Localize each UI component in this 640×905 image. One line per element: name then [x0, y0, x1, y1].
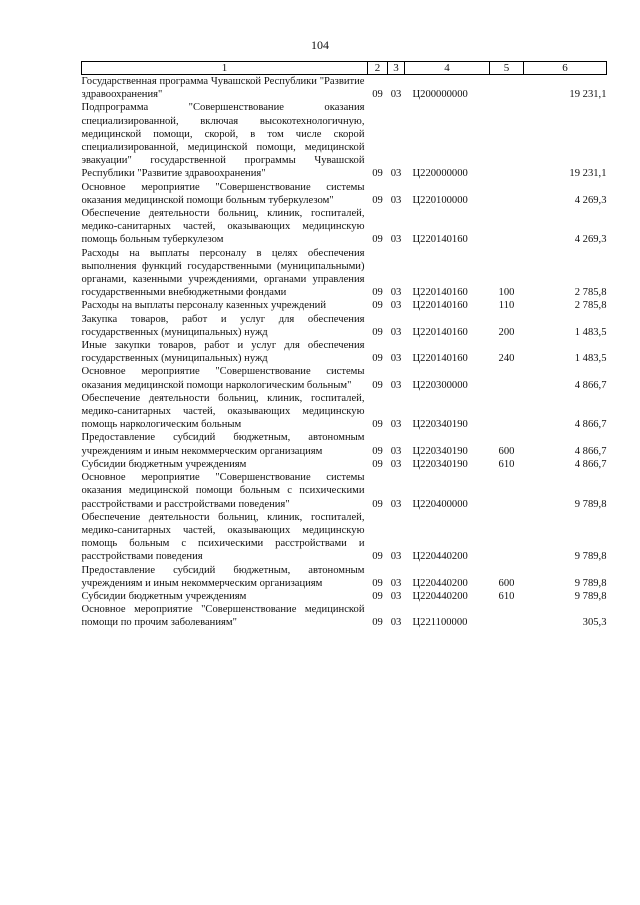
section-code: 09 — [372, 168, 383, 180]
table-row — [82, 299, 607, 312]
target-article-code: Ц220140160 — [412, 300, 468, 312]
table-row — [82, 392, 607, 432]
target-article-code: Ц221100000 — [412, 617, 468, 629]
expense-type-code — [490, 392, 524, 432]
expense-type-code: 240 — [498, 353, 515, 365]
subsection-code: 03 — [390, 498, 402, 510]
section-code: 09 — [372, 590, 383, 602]
target-article-code: Ц220340190 — [412, 458, 468, 470]
expense-type-code: 100 — [498, 287, 515, 299]
subsection-code: 03 — [390, 458, 402, 470]
section-code: 09 — [372, 458, 383, 470]
table-row — [82, 471, 607, 511]
subsection-code: 03 — [390, 577, 402, 589]
target-article-code: Ц220140160 — [412, 326, 468, 338]
section-code: 09 — [372, 577, 383, 589]
subsection-code: 03 — [390, 379, 402, 391]
expense-type-code — [490, 603, 524, 629]
table-header-row — [82, 62, 607, 75]
table-row — [82, 313, 607, 339]
amount: 2 785,8 — [574, 300, 607, 312]
column-header: 2 — [368, 62, 388, 75]
row-description: Субсидии бюджетным учреждениям — [81, 458, 247, 470]
expense-type-code: 610 — [498, 590, 515, 602]
column-header: 1 — [82, 62, 368, 75]
amount: 9 789,8 — [574, 577, 607, 589]
table-row — [82, 458, 607, 471]
expense-type-code — [490, 511, 524, 564]
table-row — [82, 511, 607, 564]
row-description: Обеспечение деятельности больниц, клиник, госпиталей, медико-санитарных частей, оказывающих медицинскую помощь больным с психическими расстройствами и расстройствами поведения — [81, 511, 365, 563]
subsection-code: 03 — [390, 419, 402, 431]
table-row — [82, 75, 607, 102]
row-description: Основное мероприятие "Совершенствование медицинской помощи по прочим заболеваниям" — [81, 604, 365, 629]
section-code: 09 — [372, 379, 383, 391]
table-row — [82, 431, 607, 457]
subsection-code: 03 — [390, 194, 402, 206]
amount: 4 866,7 — [574, 445, 607, 457]
subsection-code: 03 — [390, 234, 402, 246]
expense-type-code: 610 — [498, 458, 515, 470]
section-code: 09 — [372, 234, 383, 246]
row-description: Субсидии бюджетным учреждениям — [81, 590, 247, 602]
target-article-code: Ц220140160 — [412, 353, 468, 365]
section-code: 09 — [372, 89, 383, 101]
table-row — [82, 101, 607, 180]
column-header: 3 — [388, 62, 405, 75]
expense-type-code: 110 — [498, 300, 515, 312]
target-article-code: Ц220300000 — [412, 379, 468, 391]
table-row — [82, 603, 607, 629]
section-code: 09 — [372, 353, 383, 365]
expense-type-code: 200 — [498, 326, 515, 338]
section-code: 09 — [372, 419, 383, 431]
target-article-code: Ц220440200 — [412, 590, 468, 602]
target-article-code: Ц220340190 — [412, 445, 468, 457]
amount: 1 483,5 — [574, 353, 607, 365]
subsection-code: 03 — [390, 353, 402, 365]
amount: 4 866,7 — [574, 458, 607, 470]
subsection-code: 03 — [390, 326, 402, 338]
expense-type-code — [490, 181, 524, 207]
amount: 2 785,8 — [574, 287, 607, 299]
page-number: 104 — [311, 38, 329, 52]
row-description: Расходы на выплаты персоналу в целях обеспечения выполнения функций государственными (муниципальными) органами, казенными учреждениями, органами управления государственными внебюджетными фондами — [81, 247, 365, 299]
row-description: Закупка товаров, работ и услуг для обеспечения государственных (муниципальных) нужд — [81, 313, 365, 338]
subsection-code: 03 — [390, 300, 402, 312]
row-description: Основное мероприятие "Совершенствование системы оказания медицинской помощи больным с психическими расстройствами и расстройствами поведения" — [81, 472, 365, 510]
expense-type-code — [490, 207, 524, 247]
table-row — [82, 590, 607, 603]
section-code: 09 — [372, 287, 383, 299]
section-code: 09 — [372, 445, 383, 457]
expense-type-code: 600 — [498, 577, 515, 589]
amount: 9 789,8 — [574, 551, 607, 563]
subsection-code: 03 — [390, 287, 402, 299]
row-description: Подпрограмма "Совершенствование оказания специализированной, включая высокотехнологичную, медицинской помощи, скорой, в том числе скорой специализированной, медицинской помощи, медицинской эвакуации" государственной программы Чувашской Республики "Развитие здравоохранения" — [81, 102, 365, 180]
row-description: Основное мероприятие "Совершенствование системы оказания медицинской помощи наркологическим больным" — [81, 366, 365, 391]
expense-type-code — [490, 75, 524, 102]
amount: 9 789,8 — [574, 590, 607, 602]
amount: 305,3 — [582, 617, 607, 629]
target-article-code: Ц220340190 — [412, 419, 468, 431]
row-description: Обеспечение деятельности больниц, клиник, госпиталей, медико-санитарных частей, оказывающих медицинскую помощь больным туберкулезом — [81, 208, 365, 246]
amount: 9 789,8 — [574, 498, 607, 510]
subsection-code: 03 — [390, 168, 402, 180]
table-row — [82, 564, 607, 590]
column-header: 5 — [490, 62, 524, 75]
row-description: Расходы на выплаты персоналу казенных учреждений — [81, 300, 326, 312]
target-article-code: Ц220440200 — [412, 577, 468, 589]
section-code: 09 — [372, 300, 383, 312]
row-description: Предоставление субсидий бюджетным, автономным учреждениям и иным некоммерческим организациям — [81, 564, 365, 589]
amount: 4 269,3 — [574, 234, 607, 246]
subsection-code: 03 — [390, 445, 402, 457]
row-description: Обеспечение деятельности больниц, клиник, госпиталей, медико-санитарных частей, оказывающих медицинскую помощь наркологическим больным — [81, 392, 365, 431]
target-article-code: Ц220000000 — [412, 168, 468, 180]
amount: 4 269,3 — [574, 194, 607, 206]
row-description: Государственная программа Чувашской Республики "Развитие здравоохранения" — [81, 76, 365, 101]
target-article-code: Ц220400000 — [412, 498, 468, 510]
amount: 19 231,1 — [569, 89, 607, 101]
expense-type-code — [490, 471, 524, 511]
target-article-code: Ц200000000 — [412, 89, 468, 101]
column-header: 4 — [405, 62, 490, 75]
section-code: 09 — [372, 326, 383, 338]
row-description: Иные закупки товаров, работ и услуг для обеспечения государственных (муниципальных) нужд — [81, 340, 365, 365]
table-row — [82, 181, 607, 207]
section-code: 09 — [372, 617, 383, 629]
subsection-code: 03 — [390, 590, 402, 602]
amount: 4 866,7 — [574, 419, 607, 431]
section-code: 09 — [372, 551, 383, 563]
budget-table — [81, 61, 607, 630]
amount: 4 866,7 — [574, 379, 607, 391]
row-description: Основное мероприятие "Совершенствование системы оказания медицинской помощи больным туберкулезом" — [81, 181, 365, 206]
target-article-code: Ц220100000 — [412, 194, 468, 206]
section-code: 09 — [372, 498, 383, 510]
expense-type-code: 600 — [498, 445, 515, 457]
target-article-code: Ц220140160 — [412, 287, 468, 299]
expense-type-code — [490, 365, 524, 391]
table-row — [82, 247, 607, 300]
subsection-code: 03 — [390, 89, 402, 101]
subsection-code: 03 — [390, 617, 402, 629]
amount: 19 231,1 — [569, 168, 607, 180]
subsection-code: 03 — [390, 551, 402, 563]
table-row — [82, 207, 607, 247]
table-row — [82, 365, 607, 391]
target-article-code: Ц220440200 — [412, 551, 468, 563]
expense-type-code — [490, 101, 524, 180]
row-description: Предоставление субсидий бюджетным, автономным учреждениям и иным некоммерческим организациям — [81, 432, 365, 457]
table-row — [82, 339, 607, 365]
column-header: 6 — [524, 62, 607, 75]
amount: 1 483,5 — [574, 326, 607, 338]
section-code: 09 — [372, 194, 383, 206]
target-article-code: Ц220140160 — [412, 234, 468, 246]
